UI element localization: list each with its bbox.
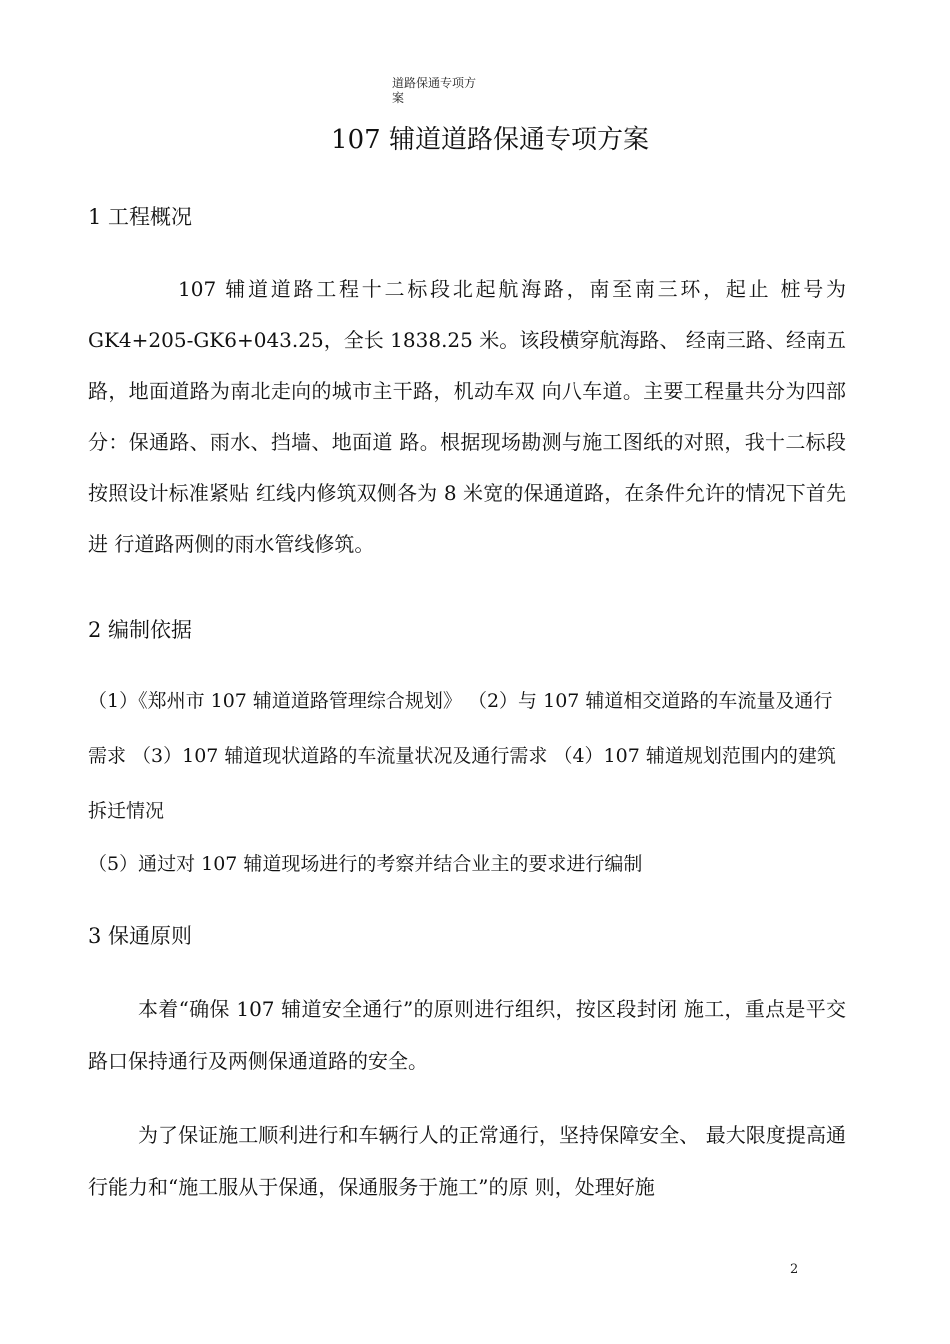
section-heading-3: 3 保通原则: [88, 924, 193, 948]
section-heading-2: 2 编制依据: [88, 618, 193, 642]
section-3-paragraph-1: 本着“确保 107 辅道安全通行”的原则进行组织，按区段封闭 施工，重点是平交路口保持通行及两侧保通道路的安全。: [88, 997, 846, 1073]
header-line-1: 道路保通专项方: [392, 76, 477, 90]
document-title: 107 辅道道路保通专项方案: [331, 125, 649, 155]
running-header: [392, 76, 512, 106]
header-line-2: 案: [392, 91, 405, 105]
section-heading-1: 1 工程概况: [88, 205, 193, 229]
section-1-paragraph: 107 辅道道路工程十二标段北起航海路，南至南三环，起止 桩号为GK4+205-GK6+043.25，全长 1838.25 米。该段横穿航海路、 经南三路、经南五路，地面道路为南北走向的城市主干路，机动车双 向八车道。主要工程量共分为四部分：保通路、雨水、挡墙、地面道 路。根据现场勘测与施工图纸的对照，我十二标段按照设计标准紧贴 红线内修筑双侧各为 8 米宽的保通道路，在条件允许的情况下首先进 行道路两侧的雨水管线修筑。: [88, 277, 846, 556]
page-number: 2: [790, 1262, 799, 1277]
basis-list-item-5: （5）通过对 107 辅道现场进行的考察并结合业主的要求进行编制: [88, 853, 643, 875]
basis-list: （1）《郑州市 107 辅道道路管理综合规划》 （2）与 107 辅道相交道路的车流量及通行需求 （3）107 辅道现状道路的车流量状况及通行需求 （4）107 辅道规划范围内的建筑拆迁情况: [88, 690, 836, 822]
section-3-paragraph-2: 为了保证施工顺利进行和车辆行人的正常通行，坚持保障安全、 最大限度提高通行能力和“施工服从于保通，保通服务于施工”的原 则，处理好施: [88, 1123, 846, 1199]
